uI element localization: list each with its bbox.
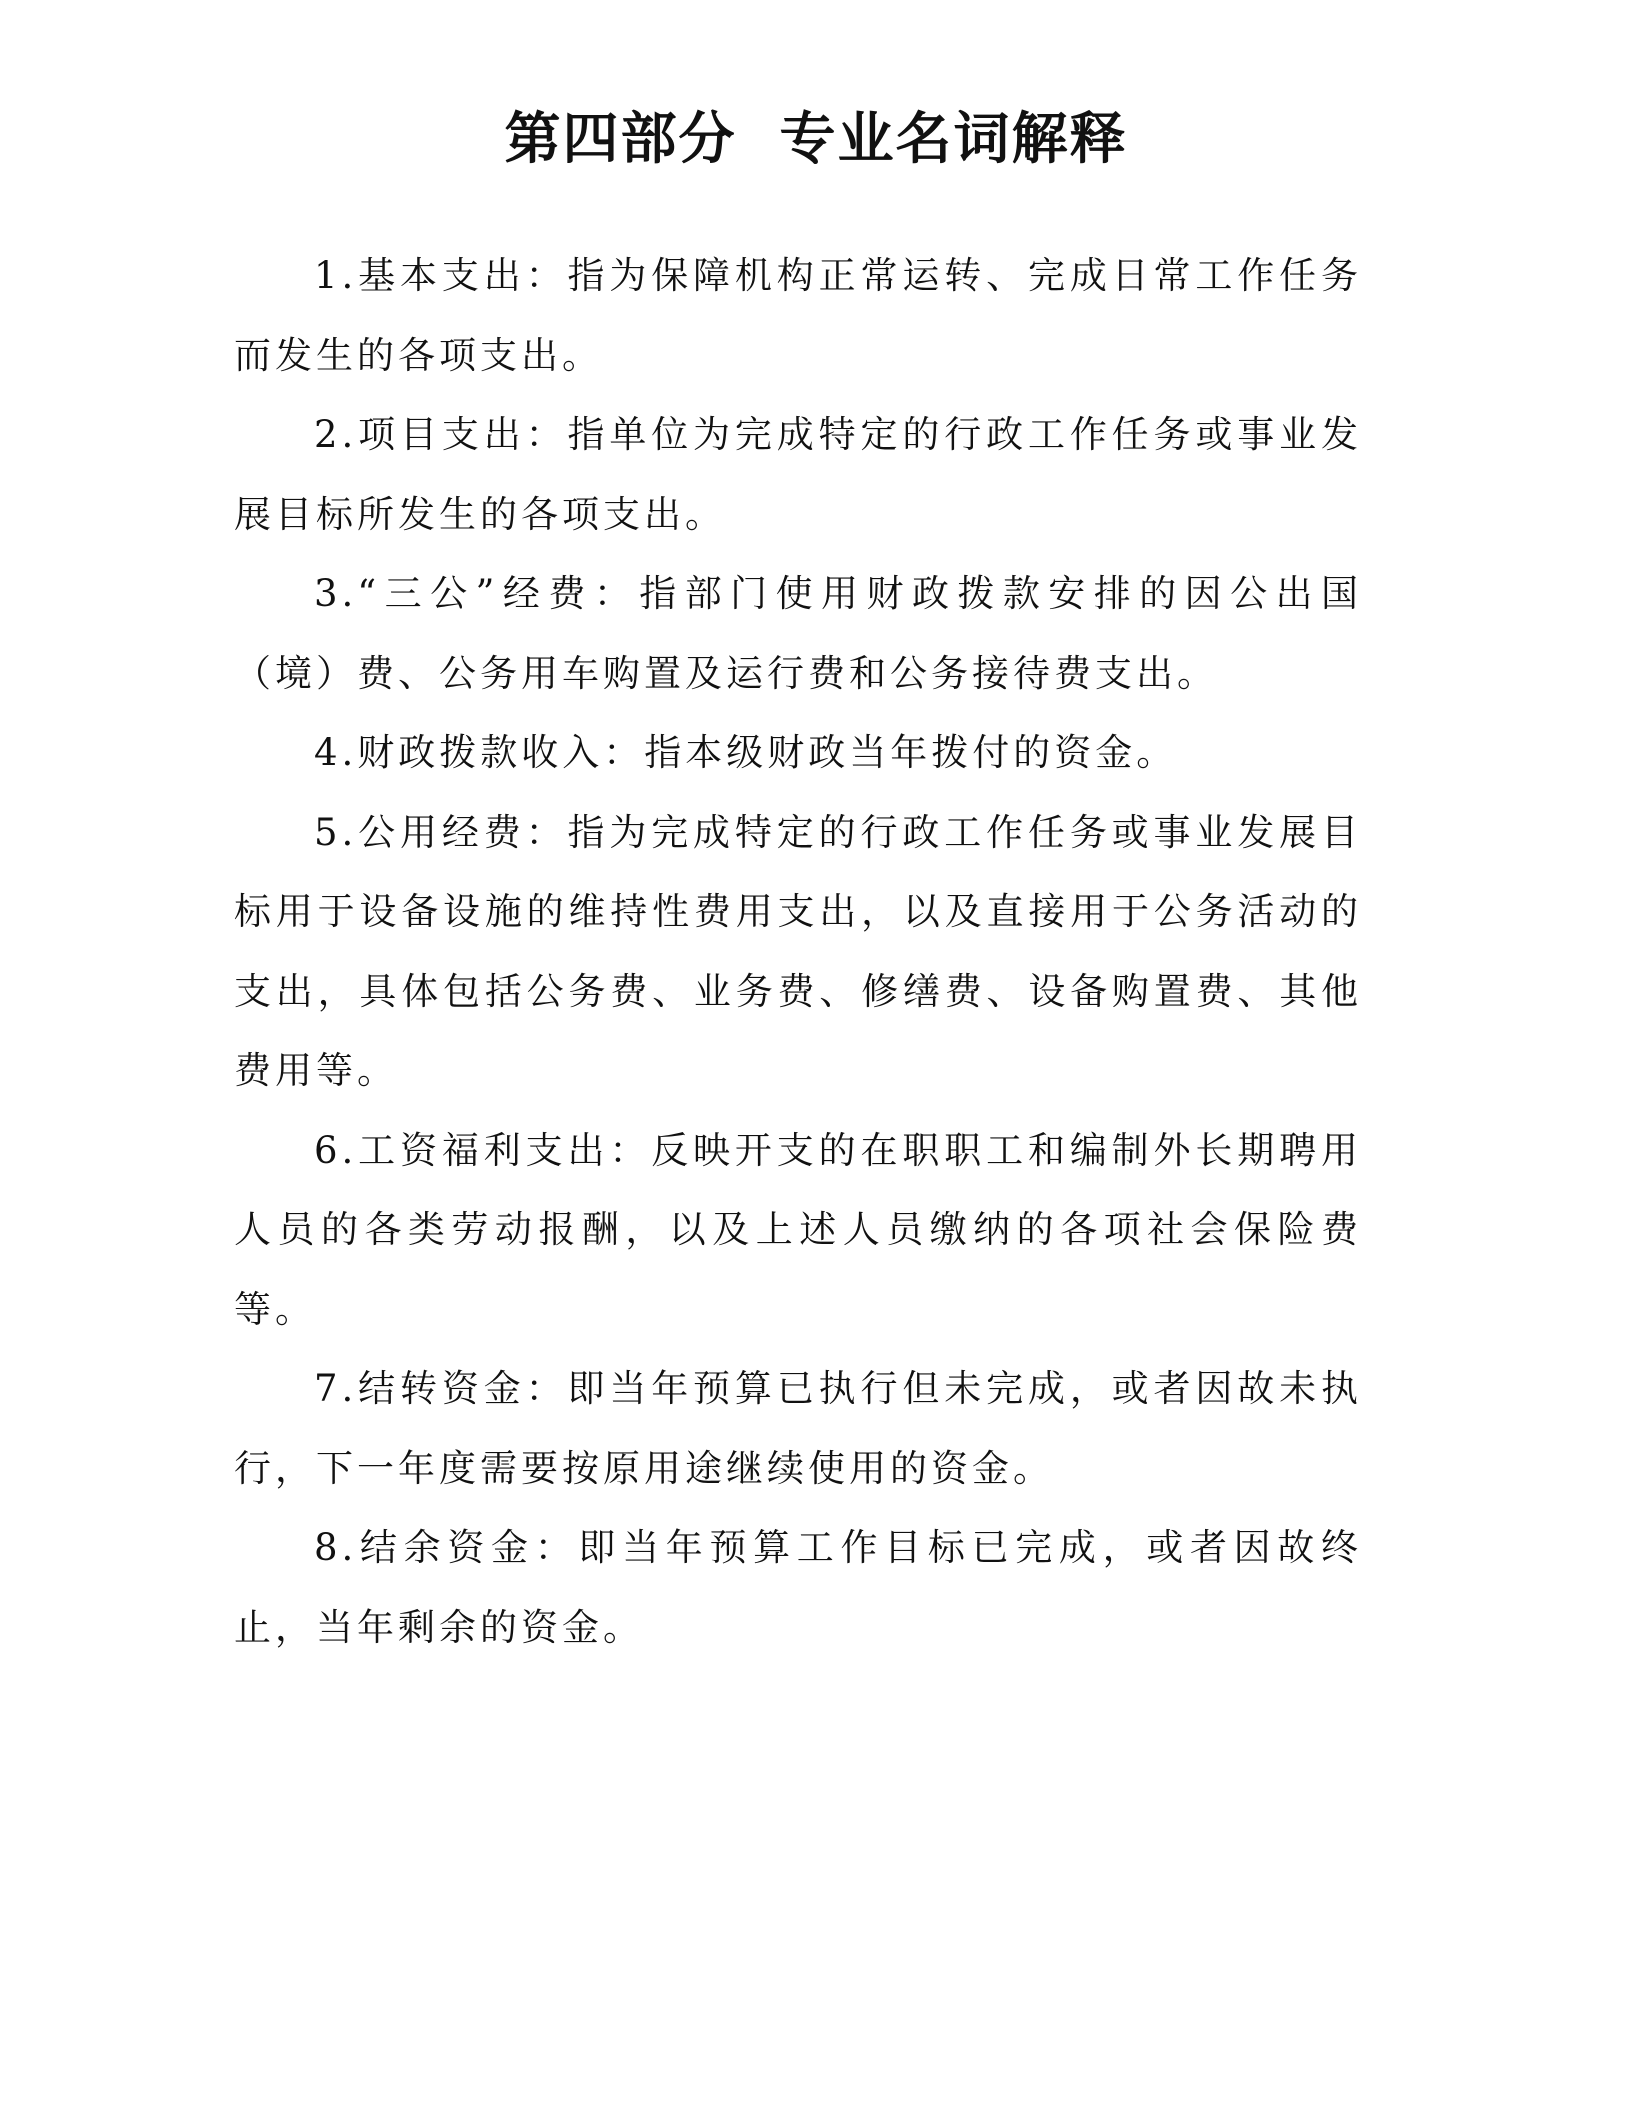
- definition-fiscal-appropriation-income: 4.财政拨款收入：指本级财政当年拨付的资金。: [314, 731, 1178, 774]
- definition-basic-expenditure: 1.基本支出：指为保障机构正常运转、完成日常工作任务而发生的各项支出。: [234, 254, 1362, 377]
- definitions-list: [234, 236, 1362, 1667]
- definition-surplus-funds: 8.结余资金：即当年预算工作目标已完成，或者因故终止，当年剩余的资金。: [234, 1526, 1362, 1649]
- definition-public-funds: 5.公用经费：指为完成特定的行政工作任务或事业发展目标用于设备设施的维持性费用支出，以及直接用于公务活动的支出，具体包括公务费、业务费、修缮费、设备购置费、其他费用等。: [234, 810, 1362, 1092]
- definition-project-expenditure: 2.项目支出：指单位为完成特定的行政工作任务或事业发展目标所发生的各项支出。: [234, 413, 1362, 536]
- definition-wage-welfare-expenditure: 6.工资福利支出：反映开支的在职职工和编制外长期聘用人员的各类劳动报酬，以及上述人员缴纳的各项社会保险费等。: [234, 1128, 1362, 1331]
- definition-three-public-expenses: 3.“三公”经费：指部门使用财政拨款安排的因公出国（境）费、公务用车购置及运行费和公务接待费支出。: [234, 572, 1362, 695]
- definition-carryover-funds: 7.结转资金：即当年预算已执行但未完成，或者因故未执行，下一年度需要按原用途继续使用的资金。: [234, 1367, 1362, 1490]
- page-title: 第四部分 专业名词解释: [504, 107, 1128, 172]
